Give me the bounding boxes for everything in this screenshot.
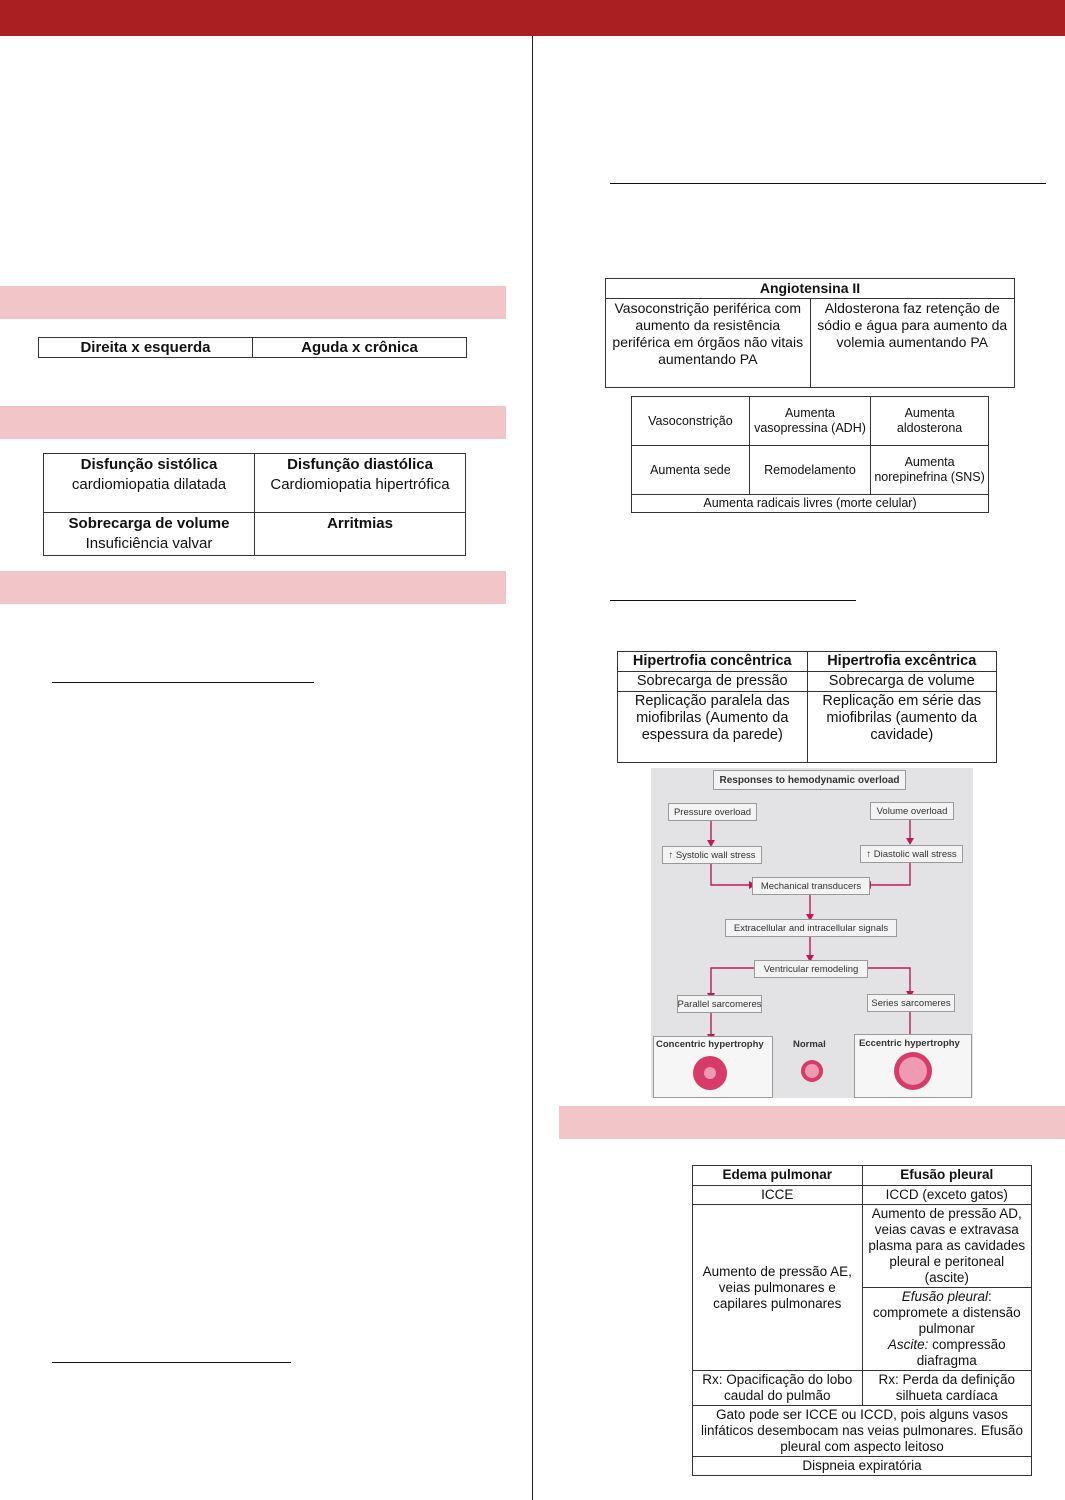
effect-free-radicals: Aumenta radicais livres (morte celular) [632, 495, 989, 513]
angiotensina-vasoconstriction: Vasoconstrição periférica com aumento da resistência periférica em órgãos não vitais aumentando PA [606, 299, 811, 388]
effect-vasoconstriction: Vasoconstrição [632, 397, 750, 446]
fig-normal-label: Normal [793, 1039, 826, 1050]
effect-thirst: Aumenta sede [632, 446, 750, 495]
underline-3 [610, 183, 1046, 184]
table-causes [43, 453, 466, 556]
table-angiotensina [605, 278, 1015, 388]
fig-concentric-label: Concentric hypertrophy [656, 1039, 764, 1050]
hypertrophy-series: Replicação em série das miofibrilas (aumento da cavidade) [807, 692, 997, 763]
table-edema [692, 1165, 1032, 1476]
hypertrophy-concentric-header: Hipertrofia concêntrica [618, 652, 808, 672]
edema-rx-left: Rx: Opacificação do lobo caudal do pulmão [693, 1371, 863, 1406]
fig-concentric-chamber [704, 1067, 716, 1079]
edema-dyspnea: Dispneia expiratória [693, 1457, 1032, 1476]
edema-left-pressure: Aumento de pressão AE, veias pulmonares e capilares pulmonares [693, 1205, 863, 1371]
header-bar [0, 0, 1065, 36]
angiotensina-aldosterone: Aldosterona faz retenção de sódio e água para aumento da volemia aumentando PA [810, 299, 1015, 388]
edema-cat-note: Gato pode ser ICCE ou ICCD, pois alguns vasos linfáticos desembocam nas veias pulmonares. Efusão pleural com aspecto leitoso [693, 1406, 1032, 1457]
hemodynamic-overload-diagram [651, 768, 973, 1098]
column-divider [532, 36, 533, 1500]
section-band-congestion [559, 1106, 1065, 1139]
fig-diastolic-stress: ↑ Diastolic wall stress [860, 845, 963, 863]
edema-rx-right: Rx: Perda da definição silhueta cardíaca [862, 1371, 1032, 1406]
hypertrophy-parallel: Replicação paralela das miofibrilas (Aumento da espessura da parede) [618, 692, 808, 763]
fig-series-sarcomeres: Series sarcomeres [867, 994, 955, 1012]
cell-volume-overload: Sobrecarga de volume Insuficiência valvar [44, 513, 255, 556]
hypertrophy-eccentric-header: Hipertrofia excêntrica [807, 652, 997, 672]
fig-pressure-overload: Pressure overload [668, 803, 757, 821]
fig-systolic-stress: ↑ Systolic wall stress [662, 846, 762, 864]
fig-eccentric-chamber [899, 1057, 927, 1085]
edema-right-pressure: Aumento de pressão AD, veias cavas e extravasa plasma para as cavidades pleural e peritoneal (ascite) [862, 1205, 1032, 1288]
table-effects [631, 396, 989, 513]
table-hypertrophy [617, 651, 997, 763]
fig-signals: Extracellular and intracellular signals [725, 919, 897, 937]
underline-1 [52, 682, 314, 683]
table-types [38, 337, 467, 358]
fig-parallel-sarcomeres: Parallel sarcomeres [677, 995, 762, 1013]
fig-title: Responses to hemodynamic overload [713, 770, 906, 790]
fig-ventricular-remodeling: Ventricular remodeling [754, 960, 868, 978]
fig-eccentric-label: Eccentric hypertrophy [859, 1038, 960, 1049]
cell-direita-esquerda: Direita x esquerda [39, 338, 253, 358]
edema-effusion-ascites: Efusão pleural: compromete a distensão pulmonar Ascite: compressão diafragma [862, 1288, 1032, 1371]
effect-norepinephrine: Aumenta norepinefrina (SNS) [871, 446, 989, 495]
section-band-causes [0, 406, 506, 439]
underline-2 [52, 1362, 291, 1363]
edema-icce: ICCE [693, 1186, 863, 1205]
fig-mechanical-transducers: Mechanical transducers [752, 877, 870, 895]
cell-arrhythmias: Arritmias [255, 513, 466, 556]
angiotensina-header: Angiotensina II [606, 279, 1015, 299]
effect-remodeling: Remodelamento [749, 446, 870, 495]
effect-vasopressin: Aumenta vasopressina (ADH) [749, 397, 870, 446]
section-band-pathophysiology [0, 571, 506, 604]
edema-header-pleural: Efusão pleural [862, 1166, 1032, 1186]
hypertrophy-volume: Sobrecarga de volume [807, 672, 997, 692]
fig-volume-overload: Volume overload [870, 802, 954, 820]
cell-aguda-cronica: Aguda x crônica [253, 338, 467, 358]
cell-diastolic: Disfunção diastólica Cardiomiopatia hipertrófica [255, 454, 466, 513]
underline-4 [610, 600, 856, 601]
edema-header-pulmonary: Edema pulmonar [693, 1166, 863, 1186]
section-band-classification [0, 286, 506, 319]
fig-normal-chamber [805, 1064, 819, 1078]
cell-systolic: Disfunção sistólica cardiomiopatia dilatada [44, 454, 255, 513]
hypertrophy-pressure: Sobrecarga de pressão [618, 672, 808, 692]
effect-aldosterone: Aumenta aldosterona [871, 397, 989, 446]
edema-iccd: ICCD (exceto gatos) [862, 1186, 1032, 1205]
